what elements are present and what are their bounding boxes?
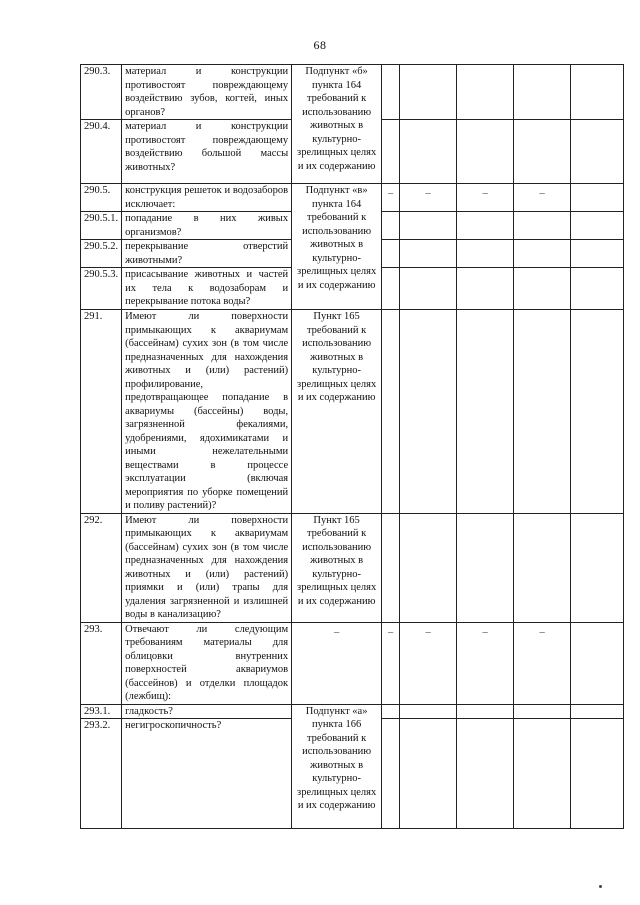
answer-cell[interactable] <box>382 65 400 120</box>
item-number: 293.1. <box>81 704 122 719</box>
answer-cell[interactable] <box>571 622 624 704</box>
checklist-table <box>80 64 624 829</box>
answer-cell[interactable] <box>400 719 457 829</box>
item-number: 291. <box>81 310 122 514</box>
item-number: 290.5.3. <box>81 268 122 310</box>
item-number: 292. <box>81 513 122 622</box>
answer-cell[interactable] <box>514 719 571 829</box>
item-number: 290.3. <box>81 65 122 120</box>
answer-cell[interactable] <box>400 704 457 719</box>
answer-cell[interactable] <box>382 719 400 829</box>
answer-cell[interactable] <box>382 212 400 240</box>
answer-cell[interactable] <box>571 310 624 514</box>
answer-cell[interactable]: – <box>514 622 571 704</box>
answer-cell[interactable] <box>400 120 457 184</box>
answer-cell[interactable]: – <box>400 622 457 704</box>
answer-cell[interactable] <box>571 704 624 719</box>
table-row <box>81 65 624 120</box>
norm-reference: Подпункт «в» пункта 164 требований к использованию животных в культурно-зрелищных целях и их содержанию <box>292 184 382 310</box>
answer-cell[interactable] <box>457 240 514 268</box>
answer-cell[interactable] <box>571 240 624 268</box>
answer-cell[interactable]: – <box>457 184 514 212</box>
answer-cell[interactable] <box>400 65 457 120</box>
question-text: перекрывание отверстий животными? <box>122 240 292 268</box>
answer-cell[interactable] <box>571 212 624 240</box>
answer-cell[interactable] <box>382 704 400 719</box>
item-number: 290.5.1. <box>81 212 122 240</box>
answer-cell[interactable] <box>457 120 514 184</box>
answer-cell[interactable]: – <box>514 184 571 212</box>
answer-cell[interactable] <box>514 120 571 184</box>
answer-cell[interactable] <box>382 513 400 622</box>
answer-cell[interactable] <box>400 513 457 622</box>
answer-cell[interactable] <box>457 268 514 310</box>
answer-cell[interactable]: – <box>382 622 400 704</box>
question-text: попадание в них живых организмов? <box>122 212 292 240</box>
norm-reference: Подпункт «а» пункта 166 требований к использованию животных в культурно-зрелищных целях и их содержанию <box>292 704 382 829</box>
answer-cell[interactable] <box>571 268 624 310</box>
norm-reference: Пункт 165 требований к использованию животных в культурно-зрелищных целях и их содержанию <box>292 513 382 622</box>
table-row <box>81 622 624 704</box>
question-text: негигроскопичность? <box>122 719 292 829</box>
norm-reference: – <box>292 622 382 704</box>
answer-cell[interactable] <box>571 184 624 212</box>
scan-speck <box>599 885 602 888</box>
answer-cell[interactable] <box>514 310 571 514</box>
answer-cell[interactable] <box>514 65 571 120</box>
answer-cell[interactable]: – <box>457 622 514 704</box>
answer-cell[interactable] <box>571 719 624 829</box>
answer-cell[interactable] <box>457 513 514 622</box>
answer-cell[interactable] <box>514 212 571 240</box>
answer-cell[interactable] <box>514 240 571 268</box>
page-number: 68 <box>313 38 327 52</box>
answer-cell[interactable] <box>457 212 514 240</box>
question-text: Имеют ли поверхности примыкающих к аквариумам (бассейнам) сухих зон (в том числе предназначенных для нахождения животных и (или) растений) приямки и (или) трапы для удаления загрязненной и излишней воды в канализацию? <box>122 513 292 622</box>
answer-cell[interactable] <box>514 513 571 622</box>
item-number: 293.2. <box>81 719 122 829</box>
answer-cell[interactable] <box>571 65 624 120</box>
answer-cell[interactable] <box>400 212 457 240</box>
table-row <box>81 704 624 719</box>
answer-cell[interactable]: – <box>400 184 457 212</box>
item-number: 290.4. <box>81 120 122 184</box>
answer-cell[interactable] <box>457 310 514 514</box>
answer-cell[interactable] <box>400 240 457 268</box>
item-number: 290.5. <box>81 184 122 212</box>
answer-cell[interactable] <box>382 310 400 514</box>
answer-cell[interactable] <box>571 513 624 622</box>
answer-cell[interactable] <box>382 240 400 268</box>
answer-cell[interactable] <box>382 120 400 184</box>
answer-cell[interactable] <box>514 704 571 719</box>
answer-cell[interactable] <box>457 704 514 719</box>
table-row <box>81 310 624 514</box>
answer-cell[interactable] <box>571 120 624 184</box>
answer-cell[interactable] <box>400 268 457 310</box>
item-number: 293. <box>81 622 122 704</box>
item-number: 290.5.2. <box>81 240 122 268</box>
answer-cell[interactable] <box>457 65 514 120</box>
norm-reference: Подпункт «б» пункта 164 требований к использованию животных в культурно-зрелищных целях и их содержанию <box>292 65 382 184</box>
question-text: Отвечают ли следующим требованиям материалы для облицовки внутренних поверхностей аквариумов (бассейнов) и отделки площадок (лежбищ): <box>122 622 292 704</box>
question-text: присасывание животных и частей их тела к водозаборам и перекрывание потока воды? <box>122 268 292 310</box>
question-text: материал и конструкции противостоят повреждающему воздействию зубов, когтей, иных органов? <box>122 65 292 120</box>
norm-reference: Пункт 165 требований к использованию животных в культурно-зрелищных целях и их содержанию <box>292 310 382 514</box>
question-text: конструкция решеток и водозаборов исключает: <box>122 184 292 212</box>
question-text: гладкость? <box>122 704 292 719</box>
answer-cell[interactable] <box>457 719 514 829</box>
answer-cell[interactable] <box>382 268 400 310</box>
answer-cell[interactable]: – <box>382 184 400 212</box>
answer-cell[interactable] <box>400 310 457 514</box>
question-text: Имеют ли поверхности примыкающих к аквариумам (бассейнам) сухих зон (в том числе предназначенных для нахождения животных и (или) растений) профилирование, предотвращающее попадание в аквариумы (бассейны) воды, загрязненной фекалиями, удобрениями, ядохимикатами и иными нежелательными веществами в процессе эксплуатации (включая мероприятия по уборке помещений и поливу растений)? <box>122 310 292 514</box>
answer-cell[interactable] <box>514 268 571 310</box>
table-row <box>81 184 624 212</box>
table-row <box>81 513 624 622</box>
question-text: материал и конструкции противостоят повреждающему воздействию большой массы животных? <box>122 120 292 184</box>
